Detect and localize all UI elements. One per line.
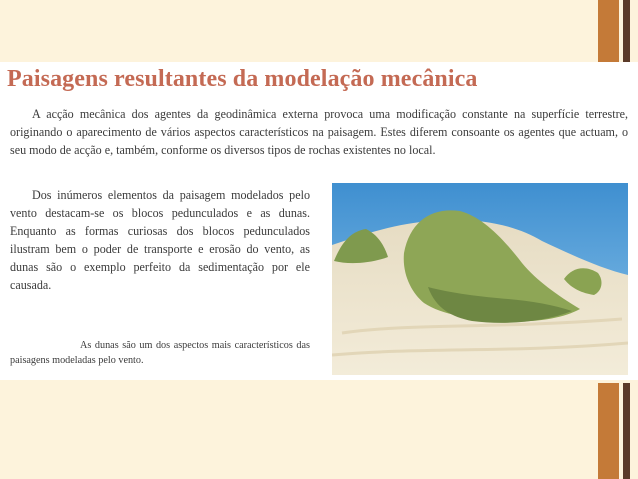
accent-bar-brown-top — [623, 0, 630, 64]
accent-bar-brown-bottom — [623, 383, 630, 479]
photo-caption: As dunas são um dos aspectos mais característicos das paisagens modeladas pelo vento. — [10, 340, 310, 366]
textbook-page-scan — [0, 62, 638, 380]
wind-landforms-paragraph: Dos inúmeros elementos da paisagem modelados pelo vento destacam-se os blocos pedunculados e as dunas. Enquanto as formas curiosas dos blocos pedunculados ilustram bem o poder de transporte e erosão do vento, as dunas são o exemplo perfeito da sedimentação por ele causada. — [10, 188, 310, 293]
accent-bar-orange-top — [598, 0, 619, 64]
page-title: Paisagens resultantes da modelação mecânica — [7, 66, 478, 92]
accent-bar-orange-bottom — [598, 383, 619, 479]
dune-photo — [332, 183, 628, 375]
intro-paragraph: A acção mecânica dos agentes da geodinâmica externa provoca uma modificação constante na superfície terrestre, originando o aparecimento de vários aspectos característicos na paisagem. Estes diferem consoante os agentes que actuam, o seu modo de acção e, também, conforme os diversos tipos de rochas existentes no local. — [10, 107, 628, 158]
